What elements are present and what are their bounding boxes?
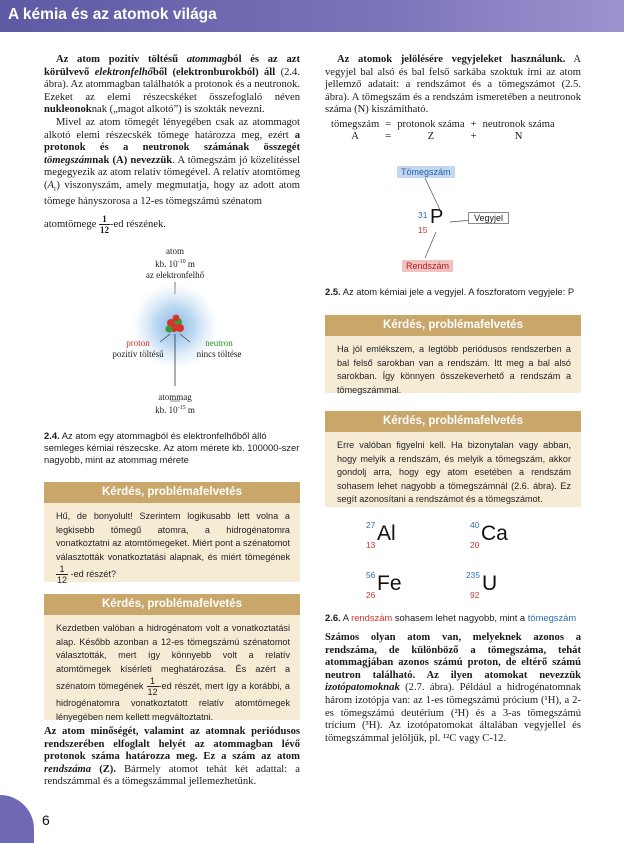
page-number: 6 [42,812,50,828]
question-box-text: Kezdetben valóban a hidrogénatom volt a vonatkoztatási alap. Később azonban a 12-es tömegszámú szénatomot választották, mert így könnyebb volt a relatív atomtömegek kísérleti meghatározása. És azért a szénatom tömegének $\frac{1}{12}$ -ed részét, mert így a korábbi, a hidrogénatomra vonatkoztatott relatív atomtömegek lényegében nem kellett megváltoztatni. [56,623,290,722]
nucleus-label: atommag kb. $10^{-15}$ m [155,392,195,415]
question-box-text: Erre valóban figyelni kell. Ha bizonytalan vagy abban, hogy melyik a rendszám, és melyik a tömegszám, akkor gondolj arra, hogy egy atom esetében a rendszám sohasem lehet nagyobb a tömegszámnál (2.6. ábra). Ez segít azonosítani a rendszámot és a tömegszámot. [337,440,571,505]
question-box-title: Kérdés, problémafelvetés [44,594,300,615]
atomic-number-tag: Rendszám [402,260,453,272]
fraction-one-twelfth: $\frac{1}{12}$ [100,214,110,236]
symbol-tag: Vegyjel [468,212,509,224]
left-column [44,54,300,235]
elements-figure: 27 13 Al 40 20 Ca 56 26 Fe 235 92 U [366,520,508,600]
question-box-text: Ha jól emlékszem, a legtöbb periódusos rendszerben a bal felső sarokban van a rendszám. Itt meg a bal alsó sarokban. Így könnyen összekeverhető a rendszám a tömegszámmal. [337,344,571,395]
chapter-title: A kémia és az atomok világa [8,6,217,23]
fraction-one-twelfth: $\frac{1}{12}$ [57,564,68,586]
mass-number: 31 [418,210,428,220]
atomic-number: 15 [418,225,428,235]
mass-number-tag: Tömegszám [397,166,455,178]
question-box-title: Kérdés, problémafelvetés [325,411,581,432]
figure-2-4-caption: 2.4. Az atom egy atommagból és elektronfelhőből álló semleges kémiai részecske. Az atom mérete kb. 100000-szer nagyobb, mint az atommag mérete [44,430,300,465]
atom-label: atom kb. $10^{-10}$ m az elektronfelhő [145,246,205,280]
neutron-label: neutron nincs töltése [196,338,242,359]
figure-2-5-caption: 2.5. Az atom kémiai jele a vegyjel. A foszforatom vegyjele: P [325,286,575,297]
paragraph-twelfth: atomtömege $\frac{1}{12}$ -ed részének. [44,214,166,236]
paragraph-chemical-symbols: Az atomok jelölésére vegyjeleket használunk. A vegyjel bal alsó és bal felső sarkába szoktuk írni az atom jellemző adatait: a rendszámot és a tömegszámot (2.5. ábra). A tömegszám és a rendszám ismeretében a neutronok száma (N) kiszámítható. [325,54,581,116]
paragraph-mass-number: Mivel az atom tömegét lényegében csak az atommagot alkotó elemi részecskék tömege határozza meg, ezért a protonok és a neutronok számának összegét tömegszámnak (A) nevezzük. A tömegszám jó közelítéssel megegyezik az atom relatív tömegével. A relatív atomtömeg $(A_r)$ viszonyszám, amely megmutatja, hogy az adott atom tömege hányszorosa a 12-es tömegszámú szénatom [44,116,300,207]
proton-label: proton pozitív töltésű [112,338,164,359]
question-box-text: Hű, de bonyolult! Szerintem logikusabb lett volna a legkisebb tömegű atomra, a hidrogénatomra vonatkoztatni az atomtömegeket. Miért pont a szénatomot választották vonatkoztatási alapnak, és miért tömegének $\frac{1}{12}$ -ed részét? [56,511,290,586]
paragraph-atomic-number: Az atom minőségét, valamint az atomnak periódusos rendszerében elfoglalt helyét az atommagban lévő protonok száma határozza meg. Ez a szám az atom rendszáma (Z). Bármely atomot tehát két adattal: a rendszámmal és a tömegszámmal jellemezhetünk. [44,726,300,788]
right-column [325,54,581,144]
question-box-1 [44,482,300,586]
question-box-title: Kérdés, problémafelvetés [325,315,581,336]
figure-2-6-caption: 2.6. A rendszám sohasem lehet nagyobb, mint a tömegszám [325,612,577,623]
question-box-2 [44,594,300,720]
paragraph-atom-structure: Az atom pozitív töltésű atommagból és az azt körülvevő elektronfelhőből (elektronburokból) áll (2.4. ábra). Az atommagban találhatók a protonok és a neutronok. Ezeket az elemi részecskéket összefoglaló néven nukleonoknak („magot alkotó”) is szokták nevezni. [44,54,300,116]
question-box-3 [325,315,581,393]
question-box-title: Kérdés, problémafelvetés [44,482,300,503]
page-header [0,0,624,32]
mass-number-formula: tömegszám = protonok száma + neutronok száma A = Z + N [331,118,555,143]
fraction-one-twelfth: $\frac{1}{12}$ [147,676,158,698]
element-symbol: P [430,206,444,228]
paragraph-isotopes: Számos olyan atom van, melyeknek azonos a rendszáma, de különböző a tömegszáma, tehát atommagjában azonos számú proton, de eltérő számú neutron található. Az ilyen atomokat nevezzük izotópatomoknak (2.7. ábra). Például a hidrogénatomnak három izotópja van: az 1-es tömegszámú prócium (¹H), a 2-es tömegszámú deutérium (²H) és a 3-as tömegszámú trícium (³H). Az izotópatomokat általában vegyjellel és tömegszámmal jelöljük, pl. ¹²C vagy C-12. [325,632,581,744]
atom-figure [100,246,260,416]
page-corner-tab [0,795,34,843]
question-box-4 [325,411,581,507]
symbol-figure [380,160,540,280]
electron-cloud-diagram [100,246,260,416]
